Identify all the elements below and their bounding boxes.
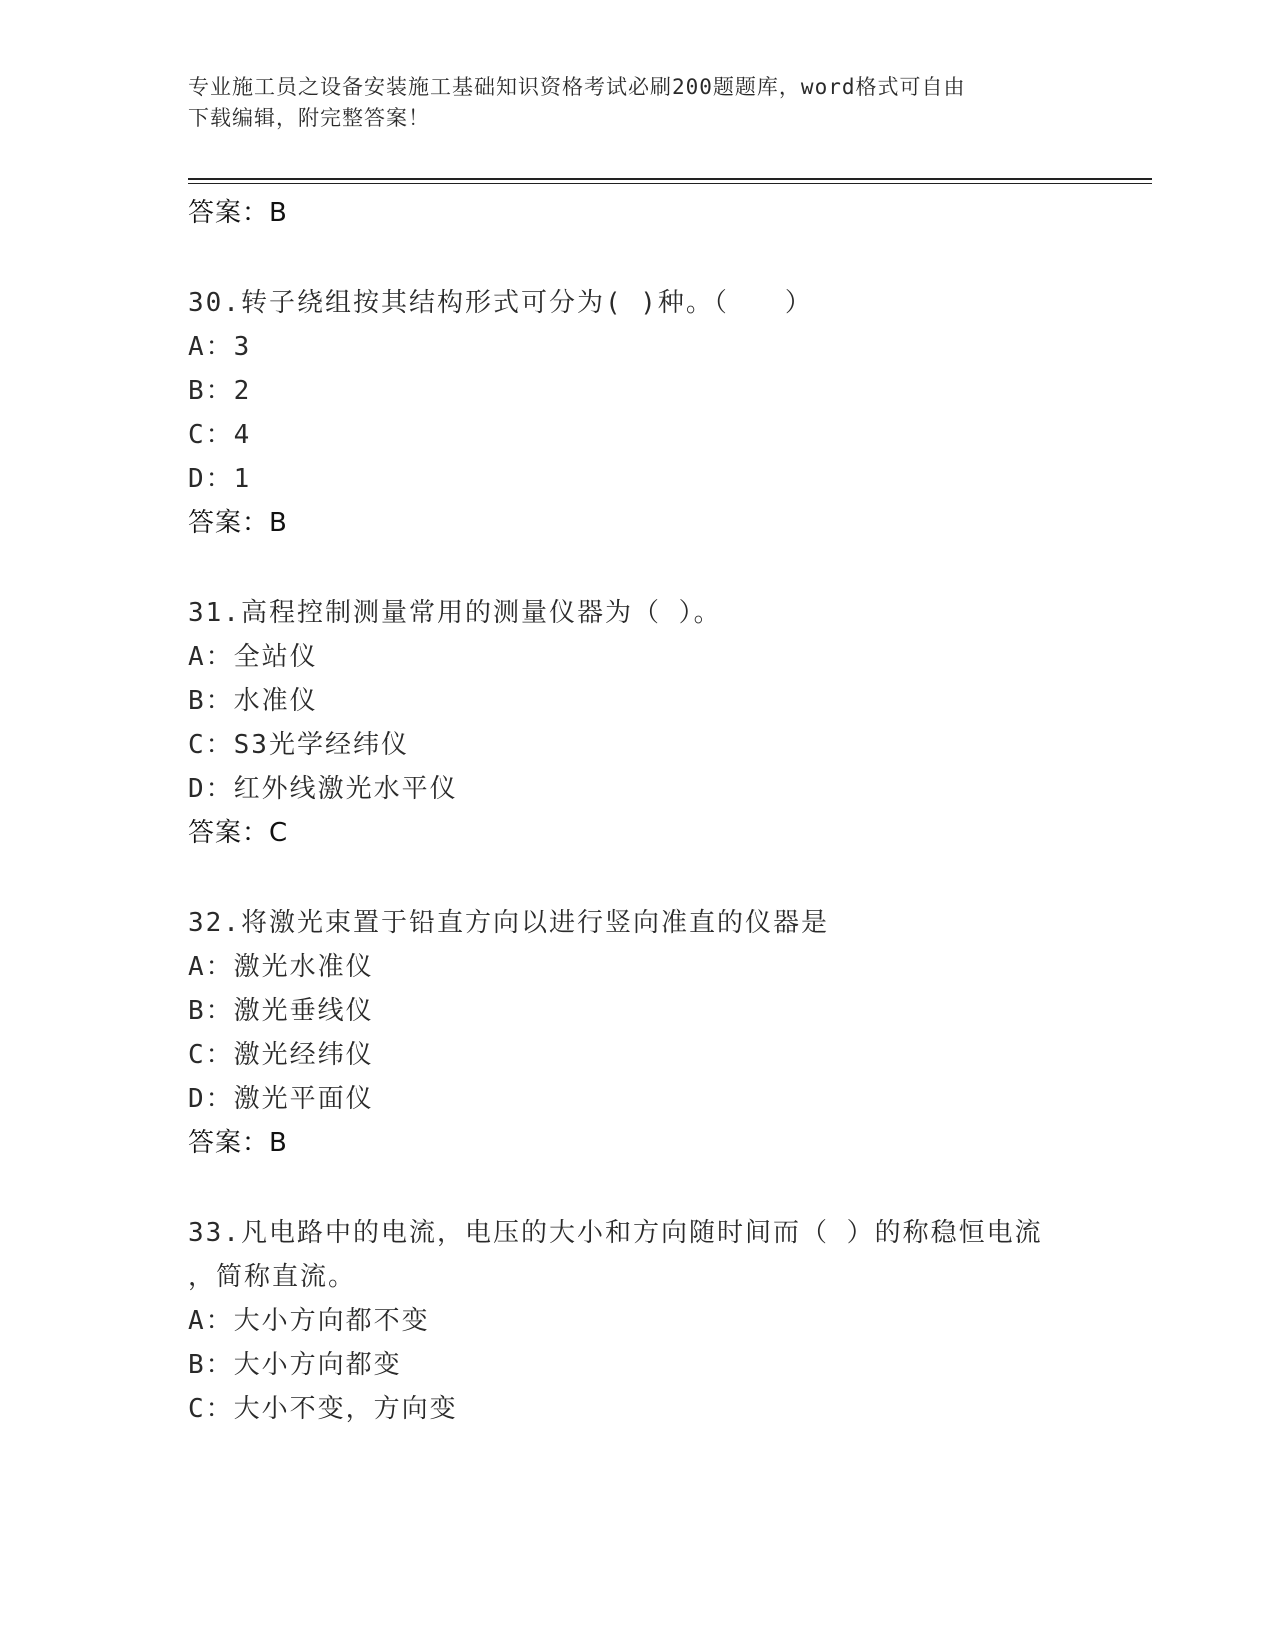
question-32-option-b: B：激光垂线仪	[188, 996, 374, 1026]
question-31-answer: 答案：C	[188, 818, 289, 848]
question-33-option-c: C：大小不变，方向变	[188, 1394, 458, 1424]
question-32-option-a: A：激光水准仪	[188, 952, 374, 982]
question-31-option-b: B：水准仪	[188, 686, 318, 716]
question-33-option-a: A：大小方向都不变	[188, 1306, 430, 1336]
question-30-option-c: C：4	[188, 420, 252, 450]
question-32-stem: 32.将激光束置于铅直方向以进行竖向准直的仪器是	[188, 908, 829, 938]
header-line-1: 专业施工员之设备安装施工基础知识资格考试必刷200题题库，word格式可自由	[188, 75, 966, 99]
question-31-option-d: D：红外线激光水平仪	[188, 774, 458, 804]
question-31-option-c: C：S3光学经纬仪	[188, 730, 409, 760]
question-33-stem-line-1: 33.凡电路中的电流，电压的大小和方向随时间而（ ）的称稳恒电流	[188, 1218, 1043, 1248]
question-30-stem: 30.转子绕组按其结构形式可分为( )种。（ ）	[188, 288, 813, 318]
header-line-2: 下载编辑，附完整答案！	[188, 106, 430, 130]
question-32-option-d: D：激光平面仪	[188, 1084, 374, 1114]
question-31-stem: 31.高程控制测量常用的测量仪器为（ ）。	[188, 598, 722, 628]
header-divider-thin	[188, 183, 1152, 184]
question-32-answer: 答案：B	[188, 1128, 288, 1158]
question-30-option-a: A：3	[188, 332, 252, 362]
question-32-option-c: C：激光经纬仪	[188, 1040, 374, 1070]
header-divider-thick	[188, 178, 1152, 180]
question-30-option-b: B：2	[188, 376, 252, 406]
question-33-stem-line-2: ，简称直流。	[188, 1262, 357, 1292]
question-33-option-b: B：大小方向都变	[188, 1350, 402, 1380]
document-header	[188, 72, 1068, 134]
question-30-answer: 答案：B	[188, 508, 288, 538]
question-30-option-d: D：1	[188, 464, 252, 494]
question-31-option-a: A：全站仪	[188, 642, 318, 672]
answer-previous: 答案：B	[188, 198, 288, 228]
